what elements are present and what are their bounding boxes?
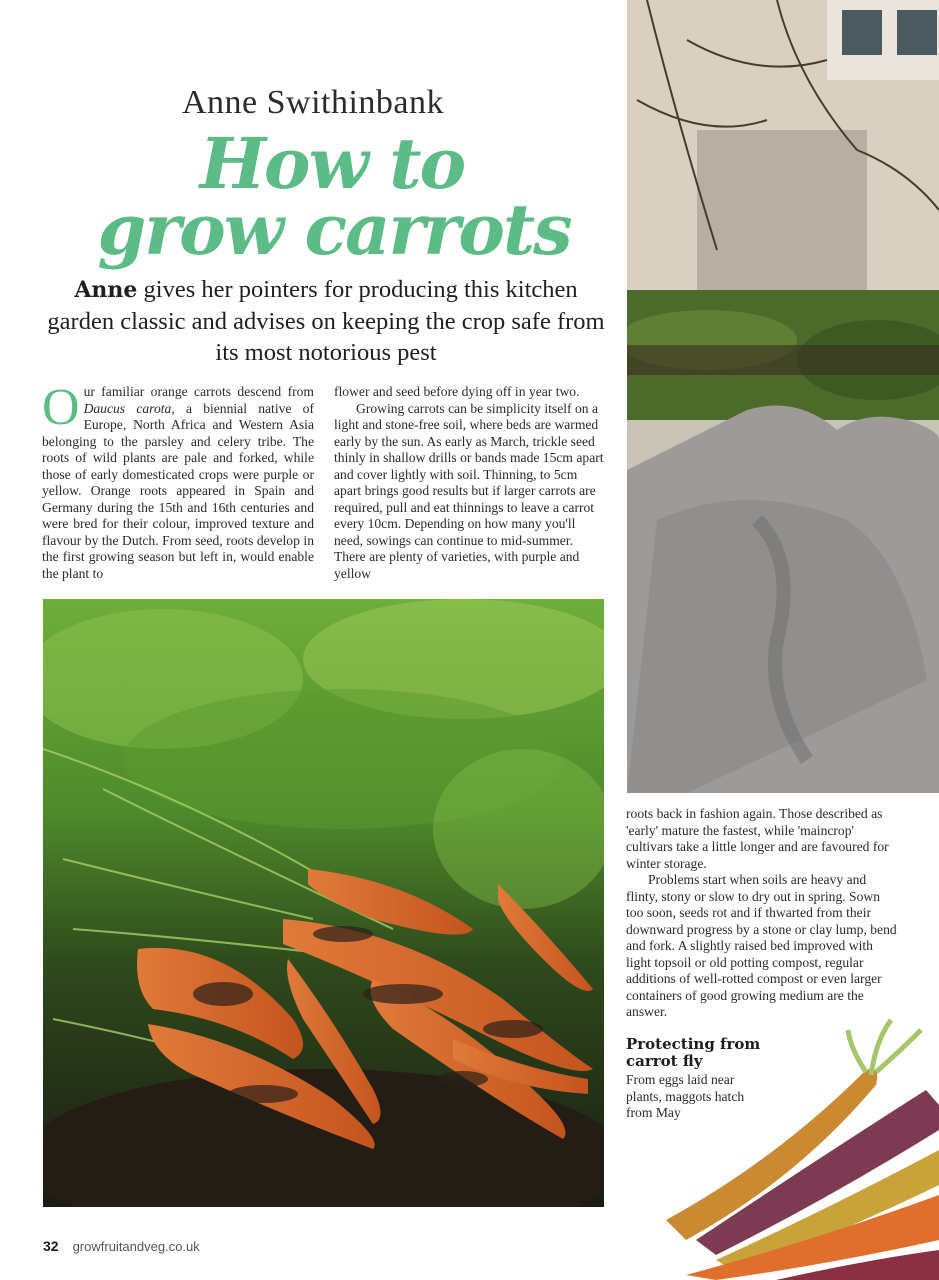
col3-paragraph-2: Problems start when soils are heavy and flinty, stony or slow to dry out in spring. Sown too soon, seeds rot and if thwarted from their downward progress by a stone or clay lump, bend and fork. A slightly raised bed improved with light topsoil or old potting compost, regular additions of well-rotted compost or even larger containers of good growing medium are the answer. <box>626 872 897 1019</box>
website-url[interactable]: growfruitandveg.co.uk <box>72 1239 200 1254</box>
col3-paragraph-1: roots back in fashion again. Those described as 'early' mature the fastest, while 'maincrop' cultivars take a little longer and are favoured for winter storage. <box>626 806 889 871</box>
sidebar-text: From eggs laid near plants, maggots hatch from May <box>626 1072 745 1120</box>
body-column-3 <box>626 806 900 1021</box>
sidebar-heading: Protecting from carrot fly <box>626 1035 761 1070</box>
headline-line-1: How to <box>199 122 465 205</box>
standfirst <box>40 274 612 368</box>
standfirst-lead: Anne <box>74 277 138 303</box>
photo-harvested-carrots <box>43 599 604 1207</box>
drop-cap: O <box>42 379 80 436</box>
standfirst-text: gives her pointers for producing this kitchen garden classic and advises on keeping the crop safe from its most notorious pest <box>47 276 605 366</box>
body-column-1 <box>42 379 314 582</box>
col1-text-a: ur familiar orange carrots descend from <box>83 384 314 399</box>
body-column-2 <box>334 384 606 582</box>
headline-line-2: grow carrots <box>97 188 571 271</box>
author-name: Anne Swithinbank <box>181 84 445 121</box>
col1-text-b: , a biennial native of Europe, North Africa and Western Asia belonging to the parsley and celery tribe. The roots of wild plants are pale and forked, while those of early domesticated crops were purple or yellow. Orange roots appeared in Spain and Germany during the 15th and 16th centuries and were bred for their colour, improved texture and flavour by the Dutch. From seed, roots develop in the first growing season but left in, would enable the plant to <box>42 400 314 581</box>
col1-italic-species: Daucus carota <box>83 400 172 416</box>
photo-fleece-covered-bed <box>627 0 939 793</box>
col2-paragraph-1: flower and seed before dying off in year two. <box>334 384 580 399</box>
col2-paragraph-2: Growing carrots can be simplicity itself on a light and stone-free soil, where beds are warmed early by the sun. As early as March, trickle seed thinly in shallow drills or bands made 15cm apart and cover lightly with soil. Thinning, to 5cm apart brings good results but if larger carrots are required, pull and eat thinnings to leave a carrot every 10cm. Depending on how many you'll need, sowings can continue to mid-summer. There are plenty of varieties, with purple and yellow <box>334 400 604 581</box>
page-footer <box>43 1238 200 1254</box>
page-number: 32 <box>43 1238 59 1254</box>
